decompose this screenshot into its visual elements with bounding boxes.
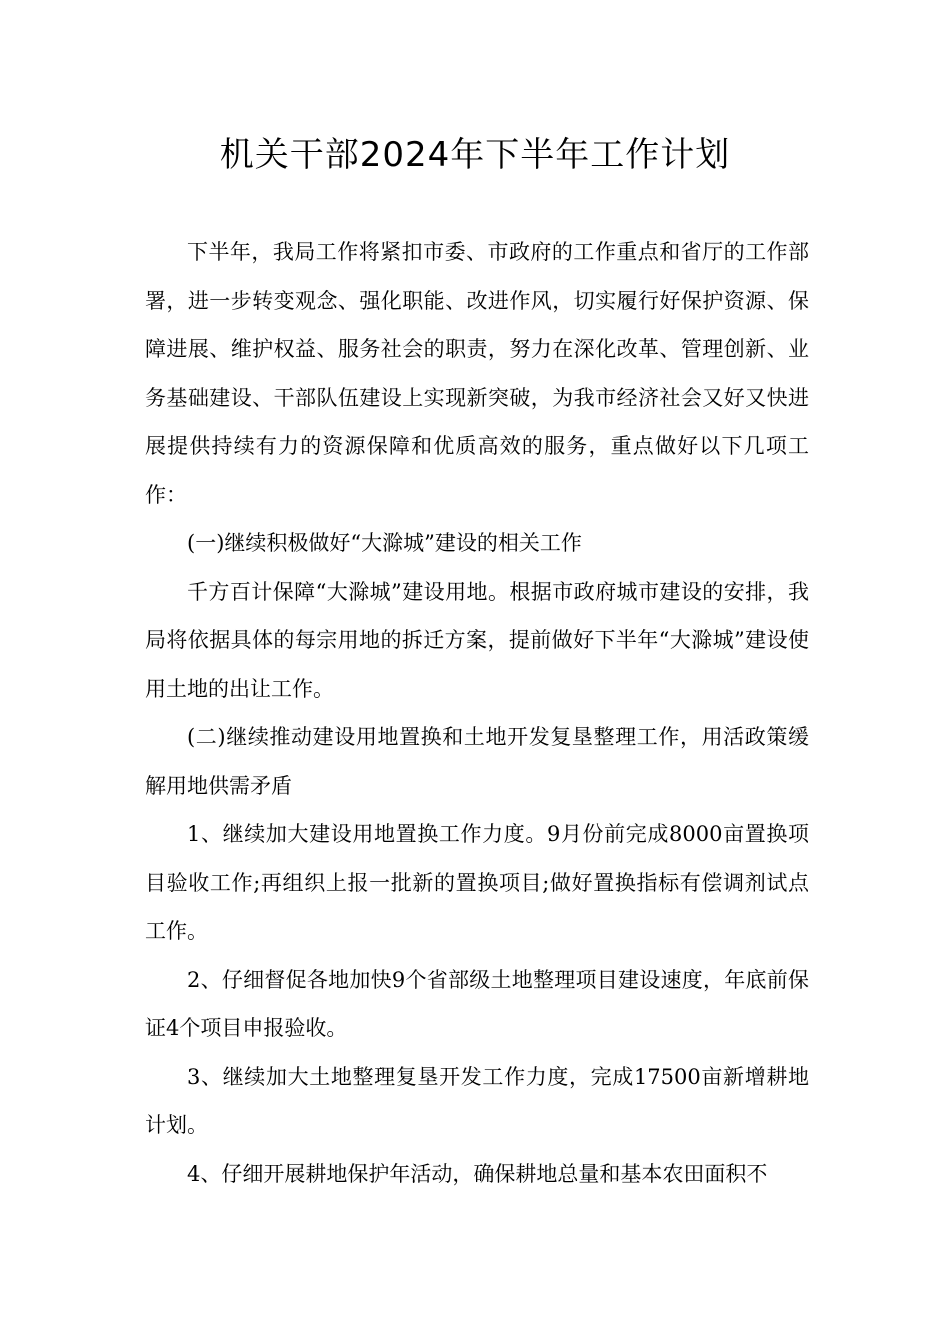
list-item-3: 3、继续加大土地整理复垦开发工作力度，完成17500亩新增耕地计划。	[145, 1064, 809, 1137]
list-item-4: 4、仔细开展耕地保护年活动，确保耕地总量和基本农田面积不	[187, 1161, 768, 1186]
paragraph-section-1: 千方百计保障“大滁城”建设用地。根据市政府城市建设的安排，我局将依据具体的每宗用地的拆迁方案，提前做好下半年“大滁城”建设使用土地的出让工作。	[145, 579, 809, 701]
document-body	[145, 228, 809, 1198]
list-item-2: 2、仔细督促各地加快9个省部级土地整理项目建设速度，年底前保证4个项目申报验收。	[145, 967, 809, 1040]
section-heading-1: (一)继续积极做好“大滁城”建设的相关工作	[187, 531, 582, 555]
document-title: 机关干部2024年下半年工作计划	[219, 135, 731, 175]
section-heading-2: (二)继续推动建设用地置换和土地开发复垦整理工作，用活政策缓解用地供需矛盾	[145, 725, 809, 798]
paragraph-intro: 下半年，我局工作将紧扣市委、市政府的工作重点和省厅的工作部署，进一步转变观念、强化职能、改进作风，切实履行好保护资源、保障进展、维护权益、服务社会的职责，努力在深化改革、管理创新、业务基础建设、干部队伍建设上实现新突破，为我市经济社会又好又快进展提供持续有力的资源保障和优质高效的服务，重点做好以下几项工作：	[145, 240, 809, 507]
list-item-1: 1、继续加大建设用地置换工作力度。9月份前完成8000亩置换项目验收工作;再组织上报一批新的置换项目;做好置换指标有偿调剂试点工作。	[145, 822, 809, 943]
